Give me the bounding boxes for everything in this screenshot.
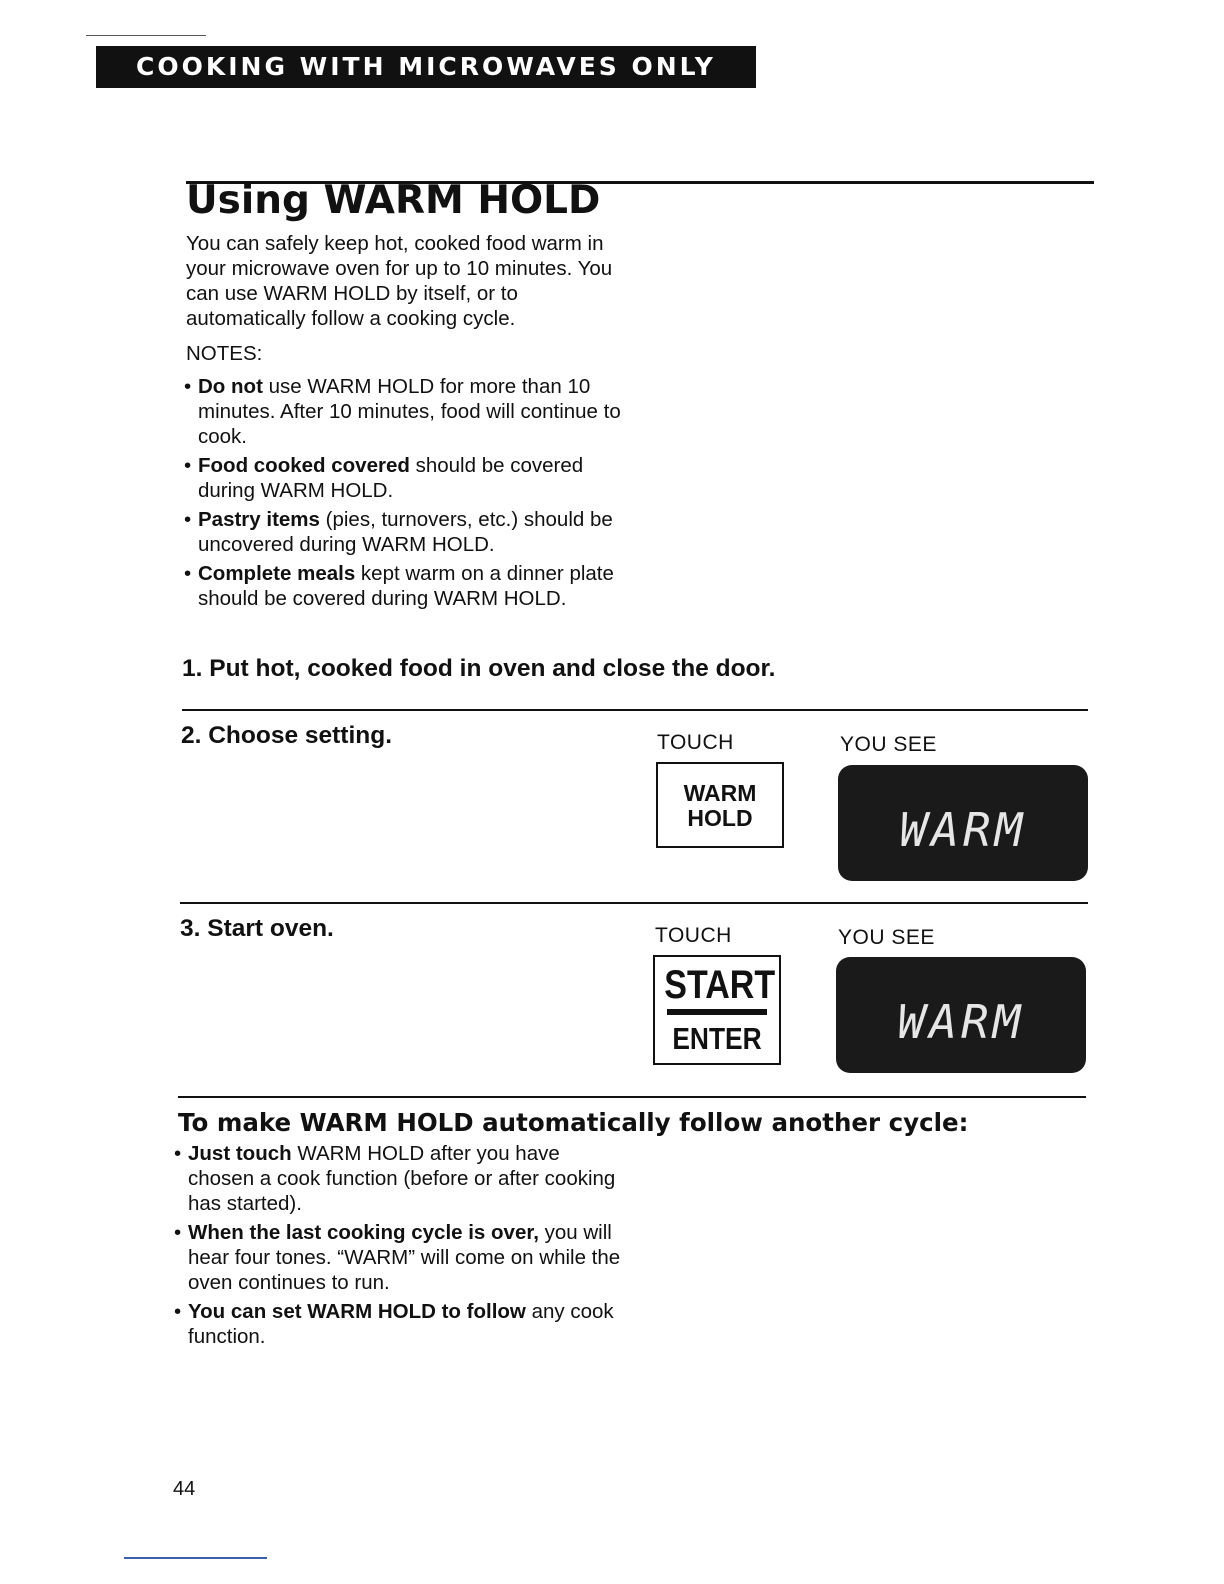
auto-item: • Just touch WARM HOLD after you have chosen a cook function (before or after cooking has started).	[174, 1142, 616, 1215]
oven-display	[836, 957, 1086, 1073]
key-line-2: HOLD	[687, 805, 753, 831]
step-divider	[182, 709, 1088, 711]
display-readout: WARM	[899, 803, 1027, 857]
enter-label: ENTER	[672, 1021, 762, 1056]
oven-display	[838, 765, 1088, 881]
page-title: Using WARM HOLD	[186, 178, 601, 223]
you-see-label: YOU SEE	[838, 926, 935, 949]
note-item: • Pastry items (pies, turnovers, etc.) should be uncovered during WARM HOLD.	[184, 508, 613, 556]
you-see-label: YOU SEE	[840, 733, 937, 756]
page-edge-mark	[86, 35, 206, 36]
note-item: • Complete meals kept warm on a dinner plate should be covered during WARM HOLD.	[184, 562, 614, 610]
bullet-icon: •	[174, 1142, 182, 1165]
bullet-icon: •	[174, 1221, 182, 1244]
note-item: • Do not use WARM HOLD for more than 10 minutes. After 10 minutes, food will continue to cook.	[184, 375, 621, 448]
bullet-icon: •	[184, 375, 192, 398]
auto-follow-list	[174, 1141, 624, 1353]
key-divider	[667, 1009, 767, 1015]
display-readout: WARM	[897, 995, 1025, 1049]
bullet-icon: •	[184, 508, 192, 531]
auto-item: • You can set WARM HOLD to follow any cook function.	[174, 1300, 614, 1348]
bullet-icon: •	[184, 454, 192, 477]
bullet-icon: •	[184, 562, 192, 585]
warm-hold-key[interactable]	[656, 762, 784, 848]
footer-line	[124, 1557, 267, 1559]
start-label: START	[664, 963, 776, 1007]
step-1-heading: 1. Put hot, cooked food in oven and close the door.	[182, 655, 776, 682]
notes-label: NOTES:	[186, 342, 263, 365]
section-header: COOKING WITH MICROWAVES ONLY	[96, 46, 756, 88]
note-item: • Food cooked covered should be covered during WARM HOLD.	[184, 454, 584, 502]
auto-item: • When the last cooking cycle is over, you will hear four tones. “WARM” will come on while the oven continues to run.	[174, 1221, 621, 1294]
step-2-heading: 2. Choose setting.	[181, 722, 393, 749]
step-divider	[180, 902, 1088, 904]
key-line-1: WARM	[683, 780, 757, 806]
bullet-icon: •	[174, 1300, 182, 1323]
start-enter-key[interactable]	[653, 955, 781, 1065]
auto-follow-heading: To make WARM HOLD automatically follow another cycle:	[178, 1108, 969, 1137]
intro-paragraph: You can safely keep hot, cooked food warm in your microwave oven for up to 10 minutes. You can use WARM HOLD by itself, or to automatically follow a cooking cycle.	[186, 232, 613, 330]
step-divider	[178, 1096, 1086, 1098]
touch-label: TOUCH	[655, 924, 732, 947]
step-3-heading: 3. Start oven.	[180, 915, 334, 942]
touch-label: TOUCH	[657, 731, 734, 754]
page-number: 44	[173, 1478, 196, 1500]
notes-list	[184, 374, 624, 615]
